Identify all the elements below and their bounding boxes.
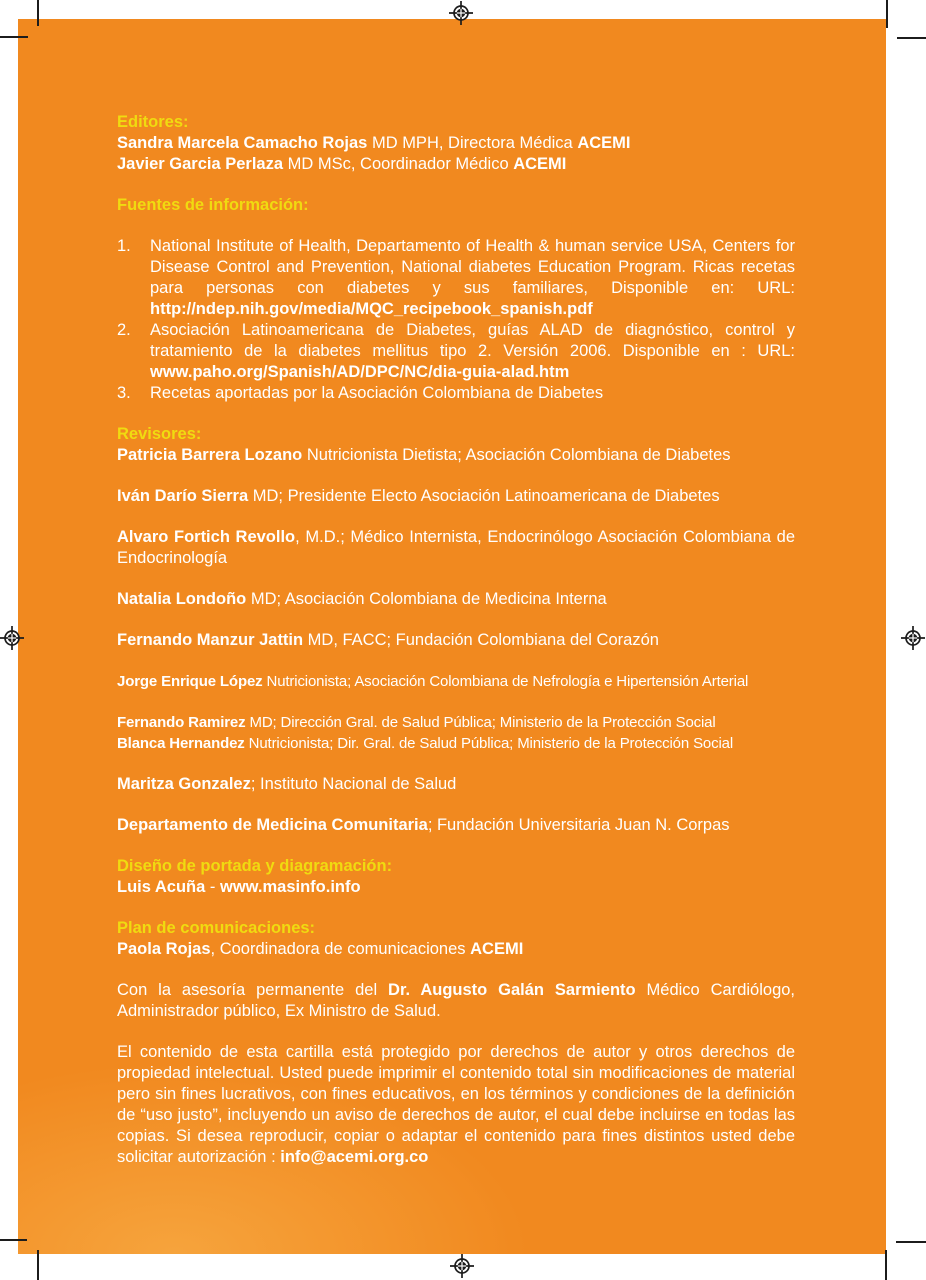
revisor-entry (117, 712, 795, 754)
revisores-heading: Revisores: (117, 425, 202, 443)
crop-mark (897, 37, 926, 39)
revisor-role: Nutricionista Dietista; Asociación Colombiana de Diabetes (302, 446, 731, 464)
source-text: Recetas aportadas por la Asociación Colombiana de Diabetes (150, 384, 604, 402)
revisor-role: Nutricionista; Dir. Gral. de Salud Pública; Ministerio de la Protección Social (244, 735, 734, 752)
advisor-name: Dr. Augusto Galán Sarmiento (388, 981, 636, 999)
editor-name: Javier Garcia Perlaza (117, 155, 284, 173)
revisor-name: Blanca Hernandez (117, 735, 245, 752)
editor-line (117, 154, 795, 175)
revisor-entry (117, 589, 795, 610)
revisor-line (117, 733, 795, 754)
revisor-name: Departamento de Medicina Comunitaria (117, 816, 428, 834)
list-item (117, 383, 795, 404)
crop-mark (896, 1241, 926, 1243)
plan-line (117, 939, 795, 960)
editor-line (117, 133, 795, 154)
revisor-name: Fernando Manzur Jattin (117, 631, 304, 649)
revisor-entry (117, 630, 795, 651)
revisor-entry (117, 527, 795, 569)
asesoria-paragraph (117, 980, 795, 1022)
crop-mark (0, 1239, 27, 1241)
editores-heading: Editores: (117, 113, 189, 131)
revisor-name: Iván Darío Sierra (117, 487, 249, 505)
diseno-line (117, 877, 795, 898)
plan-heading: Plan de comunicaciones: (117, 919, 316, 937)
revisor-name: Alvaro Fortich Revollo (117, 528, 296, 546)
section-editores (117, 112, 795, 175)
revisor-line (117, 527, 795, 569)
revisor-role: ; Instituto Nacional de Salud (250, 775, 457, 793)
revisor-role: MD; Dirección Gral. de Salud Pública; Ministerio de la Protección Social (245, 714, 716, 731)
crop-mark (0, 36, 28, 38)
crop-mark (886, 0, 888, 28)
fuentes-heading: Fuentes de información: (117, 196, 309, 214)
section-diseno (117, 856, 795, 898)
revisor-line (117, 712, 795, 733)
crop-mark (37, 0, 39, 26)
list-item (117, 236, 795, 320)
editor-org: ACEMI (513, 155, 567, 173)
diseno-heading: Diseño de portada y diagramación: (117, 857, 393, 875)
revisor-line (117, 671, 795, 692)
revisor-entry (117, 486, 795, 507)
crop-mark (885, 1250, 887, 1280)
revisor-entry (117, 815, 795, 836)
revisor-entry (117, 671, 795, 692)
contact-email[interactable]: info@acemi.org.co (280, 1148, 429, 1166)
editor-name: Sandra Marcela Camacho Rojas (117, 134, 368, 152)
revisor-line (117, 815, 795, 836)
revisor-line (117, 589, 795, 610)
revisor-role: , M.D.; Médico Internista, Endocrinólogo Asociación Colombiana de Endocrinología (117, 528, 796, 567)
revisor-entry (117, 774, 795, 795)
list-number: 2. (117, 321, 131, 339)
list-number: 3. (117, 384, 131, 402)
editor-role: MD MPH, Directora Médica (367, 134, 578, 152)
copyright-paragraph (117, 1042, 795, 1168)
registration-mark-icon (901, 626, 925, 650)
source-text: Asociación Latinoamericana de Diabetes, guías ALAD de diagnóstico, control y tratamiento de la diabetes mellitus tipo 2. Versión 2006. Disponible en : URL: (150, 321, 795, 360)
revisor-name: Natalia Londoño (117, 590, 247, 608)
source-url[interactable]: www.paho.org/Spanish/AD/DPC/NC/dia-guia-alad.htm (150, 363, 570, 381)
section-revisores (117, 424, 795, 466)
revisor-role: MD, FACC; Fundación Colombiana del Corazón (303, 631, 659, 649)
registration-mark-icon (450, 1254, 474, 1278)
asesoria-pre: Con la asesoría permanente del (117, 981, 389, 999)
section-copyright (117, 1042, 795, 1168)
revisor-name: Maritza Gonzalez (117, 775, 251, 793)
editor-role: MD MSc, Coordinador Médico (283, 155, 514, 173)
revisor-role: ; Fundación Universitaria Juan N. Corpas (427, 816, 730, 834)
revisor-line (117, 630, 795, 651)
source-text: National Institute of Health, Departamento of Health & human service USA, Centers for Disease Control and Prevention, National diabetes Education Program. Ricas recetas para personas con diabetes y sus familiares, Disponible en: URL: (150, 237, 795, 297)
revisor-name: Jorge Enrique López (117, 673, 263, 690)
coordinator-role: , Coordinadora de comunicaciones (210, 940, 471, 958)
section-plan (117, 918, 795, 960)
coordinator-org: ACEMI (470, 940, 524, 958)
source-url[interactable]: http://ndep.nih.gov/media/MQC_recipebook_spanish.pdf (150, 300, 593, 318)
revisor-line (117, 774, 795, 795)
copyright-text: El contenido de esta cartilla está protegido por derechos de autor y otros derechos de propiedad intelectual. Usted puede imprimir el contenido total sin modificaciones de material pero sin fines lucrativos, con fines educativos, en los términos y condiciones de la definición de “uso justo”, incluyendo un aviso de derechos de autor, el cual debe incluirse en todas las copias. Si desea reproducir, copiar o adaptar el contenido para fines distintos usted debe solicitar autorización : (117, 1043, 795, 1166)
revisor-role: MD; Asociación Colombiana de Medicina Interna (246, 590, 607, 608)
section-asesoria (117, 980, 795, 1022)
list-number: 1. (117, 237, 131, 255)
revisor-line (117, 486, 795, 507)
registration-mark-icon (0, 626, 24, 650)
revisor-role: Nutricionista; Asociación Colombiana de Nefrología e Hipertensión Arterial (262, 673, 749, 690)
coordinator-name: Paola Rojas (117, 940, 211, 958)
separator: - (205, 878, 220, 896)
crop-mark (37, 1250, 39, 1280)
list-item (117, 320, 795, 383)
registration-mark-icon (449, 1, 473, 25)
page-content (117, 112, 795, 1168)
revisor-name: Patricia Barrera Lozano (117, 446, 303, 464)
revisor-name: Fernando Ramirez (117, 714, 246, 731)
fuentes-list (117, 236, 795, 404)
revisor-role: MD; Presidente Electo Asociación Latinoamericana de Diabetes (248, 487, 720, 505)
editor-org: ACEMI (577, 134, 631, 152)
asesoria-post: Médico Cardiólogo, Administrador público, Ex Ministro de Salud. (117, 981, 796, 1020)
designer-site-url[interactable]: www.masinfo.info (220, 878, 361, 896)
designer-name: Luis Acuña (117, 878, 206, 896)
document-page (18, 19, 886, 1254)
revisor-line (117, 445, 795, 466)
section-fuentes-heading (117, 195, 795, 216)
